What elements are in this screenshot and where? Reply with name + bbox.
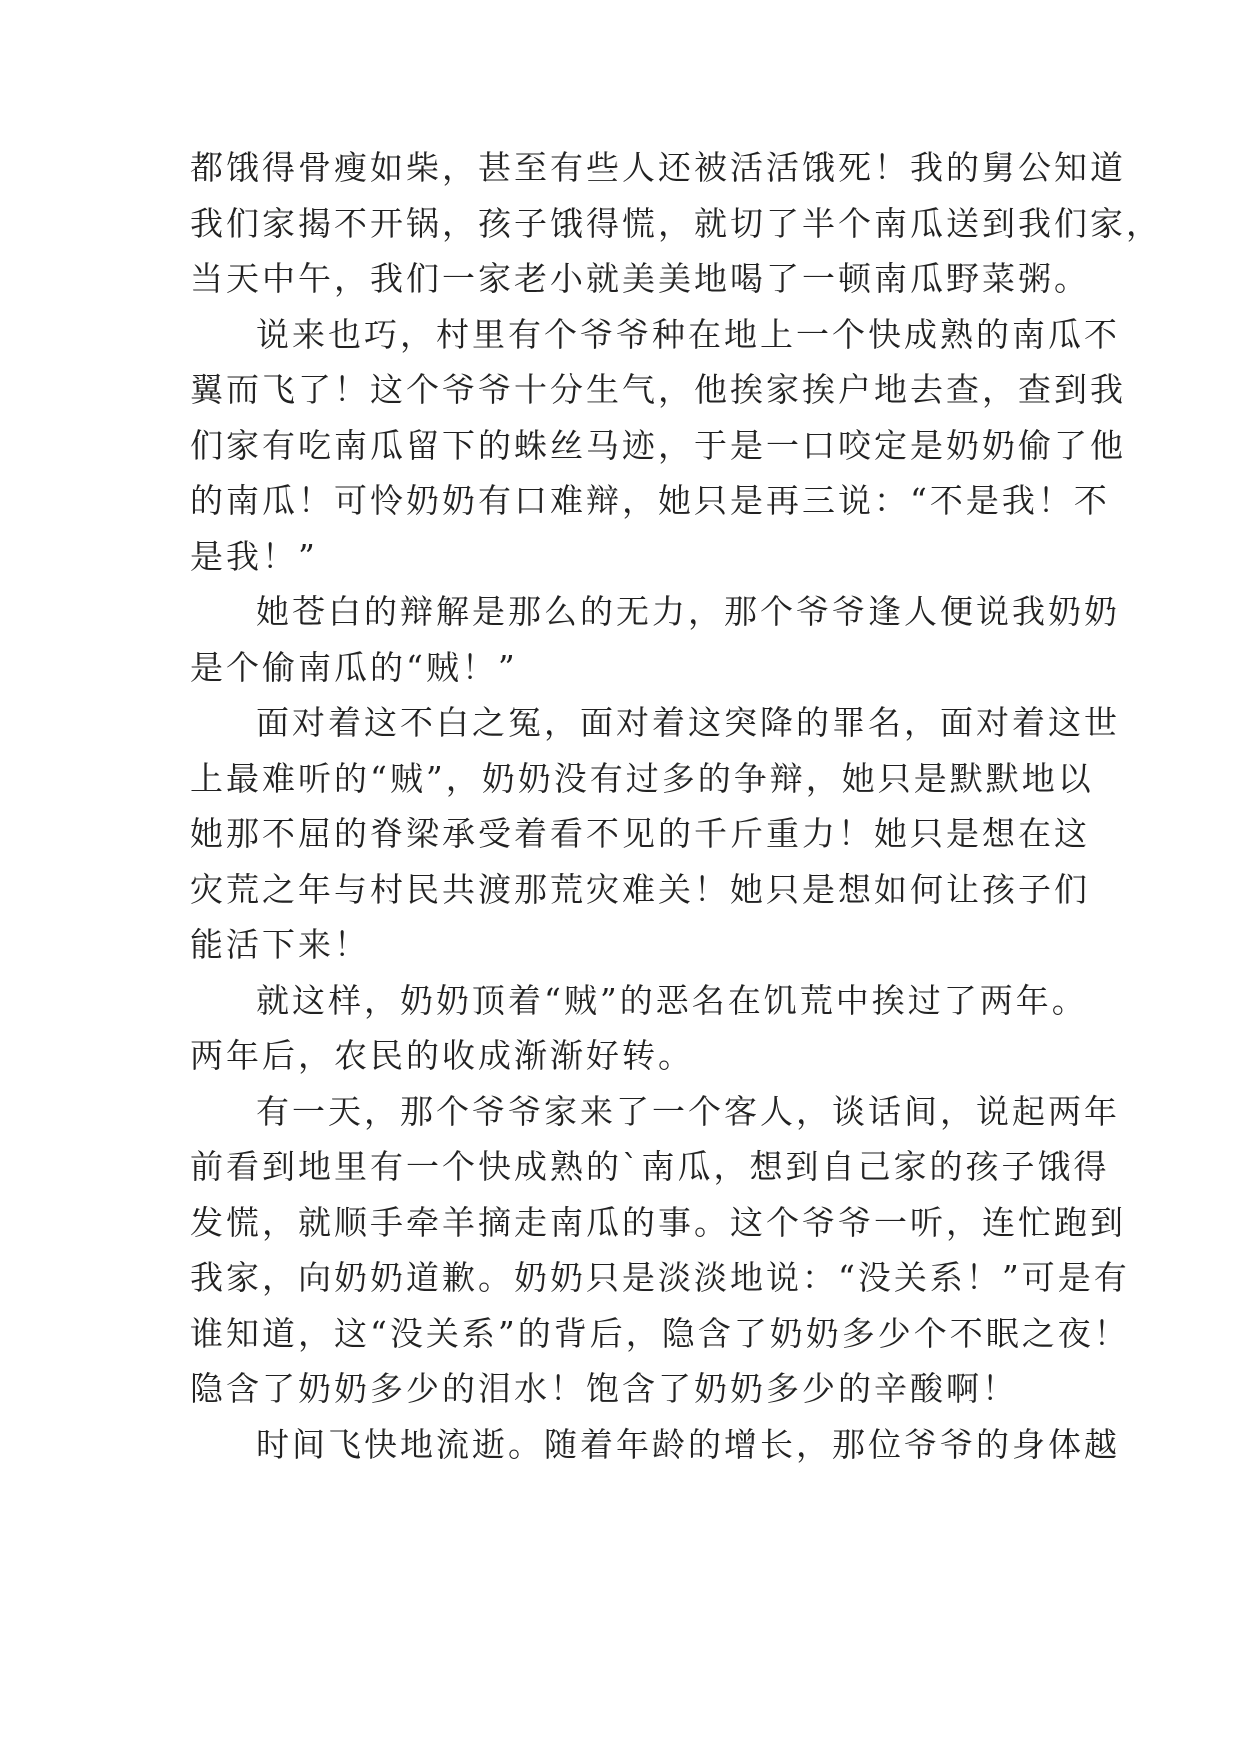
text-line-3: 当天中午，我们一家老小就美美地喝了一顿南瓜野菜粥。 (190, 259, 1090, 298)
text-line-10: 是个偷南瓜的“贼！” (190, 647, 518, 687)
text-line-23: 隐含了奶奶多少的泪水！饱含了奶奶多少的辛酸啊！ (190, 1369, 1018, 1408)
text-line-4: 说来也巧，村里有个爷爷种在地上一个快成熟的南瓜不 (256, 314, 1120, 354)
document-body (190, 140, 1162, 1472)
text-line-19: 前看到地里有一个快成熟的`南瓜，想到自己家的孩子饿得 (190, 1147, 1110, 1186)
text-line-9: 她苍白的辩解是那么的无力，那个爷爷逢人便说我奶奶 (256, 592, 1120, 631)
text-line-15: 能活下来！ (190, 925, 370, 964)
text-line-11: 面对着这不白之冤，面对着这突降的罪名，面对着这世 (256, 703, 1120, 742)
text-line-20: 发慌，就顺手牵羊摘走南瓜的事。这个爷爷一听，连忙跑到 (190, 1202, 1126, 1242)
text-line-7: 的南瓜！可怜奶奶有口难辩，她只是再三说：“不是我！不 (190, 481, 1110, 520)
text-line-12: 上最难听的“贼”，奶奶没有过多的争辩，她只是默默地以 (190, 758, 1094, 798)
text-line-1: 都饿得骨瘦如柴，甚至有些人还被活活饿死！我的舅公知道 (190, 148, 1126, 187)
text-line-22: 谁知道，这“没关系”的背后，隐含了奶奶多少个不眠之夜！ (190, 1313, 1130, 1353)
text-line-13: 她那不屈的脊梁承受着看不见的千斤重力！她只是想在这 (190, 814, 1090, 853)
text-line-2: 我们家揭不开锅，孩子饿得慌，就切了半个南瓜送到我们家， (190, 203, 1162, 243)
text-line-14: 灾荒之年与村民共渡那荒灾难关！她只是想如何让孩子们 (190, 869, 1090, 909)
text-line-16: 就这样，奶奶顶着“贼”的恶名在饥荒中挨过了两年。 (256, 980, 1088, 1020)
text-line-17: 两年后，农民的收成渐渐好转。 (190, 1036, 694, 1075)
text-line-6: 们家有吃南瓜留下的蛛丝马迹，于是一口咬定是奶奶偷了他 (190, 425, 1126, 465)
text-line-5: 翼而飞了！这个爷爷十分生气，他挨家挨户地去查，查到我 (190, 370, 1126, 409)
text-line-8: 是我！” (190, 536, 318, 576)
text-line-18: 有一天，那个爷爷家来了一个客人，谈话间，说起两年 (256, 1091, 1120, 1131)
text-line-21: 我家，向奶奶道歉。奶奶只是淡淡地说：“没关系！”可是有 (190, 1258, 1130, 1297)
text-line-24: 时间飞快地流逝。随着年龄的增长，那位爷爷的身体越 (256, 1424, 1120, 1464)
